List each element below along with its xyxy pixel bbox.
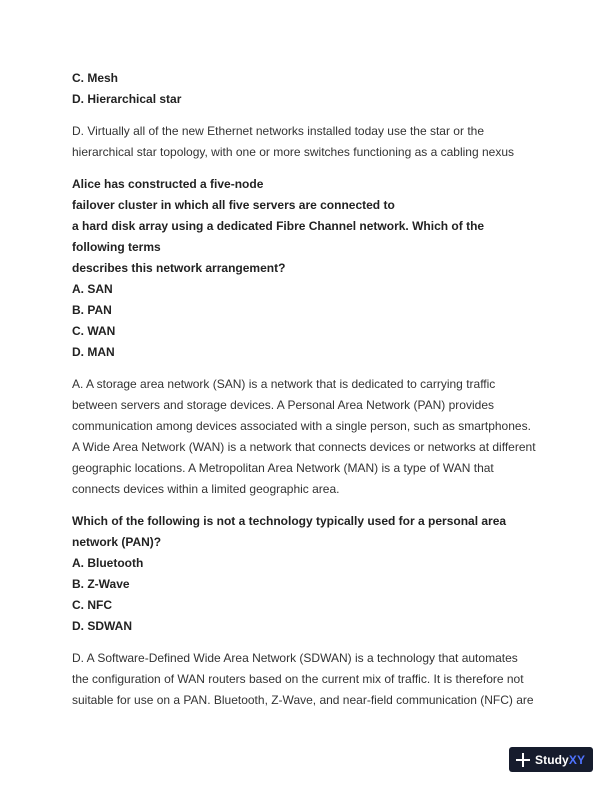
- question-block: [72, 511, 552, 637]
- question-line: Which of the following is not a technology typically used for a personal area: [72, 514, 507, 528]
- question-line: Alice has constructed a five-node: [72, 177, 264, 191]
- text-line: D. A Software-Defined Wide Area Network (SDWAN) is a technology that automates: [72, 651, 518, 665]
- option-line: A. SAN: [72, 282, 113, 296]
- option-line: D. Hierarchical star: [72, 92, 182, 106]
- question-line: failover cluster in which all five servers are connected to: [72, 198, 395, 212]
- explanation-paragraph: [72, 374, 552, 500]
- text-line: between servers and storage devices. A Personal Area Network (PAN) provides: [72, 398, 494, 412]
- explanation-paragraph: [72, 648, 552, 711]
- document-body: [72, 68, 552, 711]
- option-line: C. NFC: [72, 598, 112, 612]
- brand-name: [535, 753, 585, 767]
- explanation-paragraph: [72, 121, 552, 163]
- option-line: A. Bluetooth: [72, 556, 144, 570]
- brand-accent: XY: [568, 752, 586, 767]
- option-line: C. WAN: [72, 324, 116, 338]
- option-line: D. SDWAN: [72, 619, 132, 633]
- text-line: suitable for use on a PAN. Bluetooth, Z-Wave, and near-field communication (NFC) are: [72, 693, 534, 707]
- option-line: D. MAN: [72, 345, 115, 359]
- brand-main: Study: [535, 752, 569, 767]
- option-line: B. Z-Wave: [72, 577, 130, 591]
- studyxy-badge[interactable]: [509, 747, 593, 772]
- question-line: following terms: [72, 240, 161, 254]
- plus-icon: [516, 753, 530, 767]
- answer-options-block: [72, 68, 552, 110]
- text-line: A. A storage area network (SAN) is a network that is dedicated to carrying traffic: [72, 377, 496, 391]
- text-line: geographic locations. A Metropolitan Area Network (MAN) is a type of WAN that: [72, 461, 494, 475]
- text-line: communication among devices associated with a single person, such as smartphones.: [72, 419, 531, 433]
- question-line: describes this network arrangement?: [72, 261, 286, 275]
- question-line: a hard disk array using a dedicated Fibre Channel network. Which of the: [72, 219, 485, 233]
- option-line: C. Mesh: [72, 71, 119, 85]
- text-line: hierarchical star topology, with one or more switches functioning as a cabling nexus: [72, 145, 515, 159]
- text-line: A Wide Area Network (WAN) is a network that connects devices or networks at different: [72, 440, 536, 454]
- text-line: connects devices within a limited geographic area.: [72, 482, 340, 496]
- text-line: D. Virtually all of the new Ethernet networks installed today use the star or the: [72, 124, 484, 138]
- question-block: [72, 174, 552, 363]
- question-line: network (PAN)?: [72, 535, 162, 549]
- option-line: B. PAN: [72, 303, 112, 317]
- text-line: the configuration of WAN routers based on the current mix of traffic. It is therefore not: [72, 672, 524, 686]
